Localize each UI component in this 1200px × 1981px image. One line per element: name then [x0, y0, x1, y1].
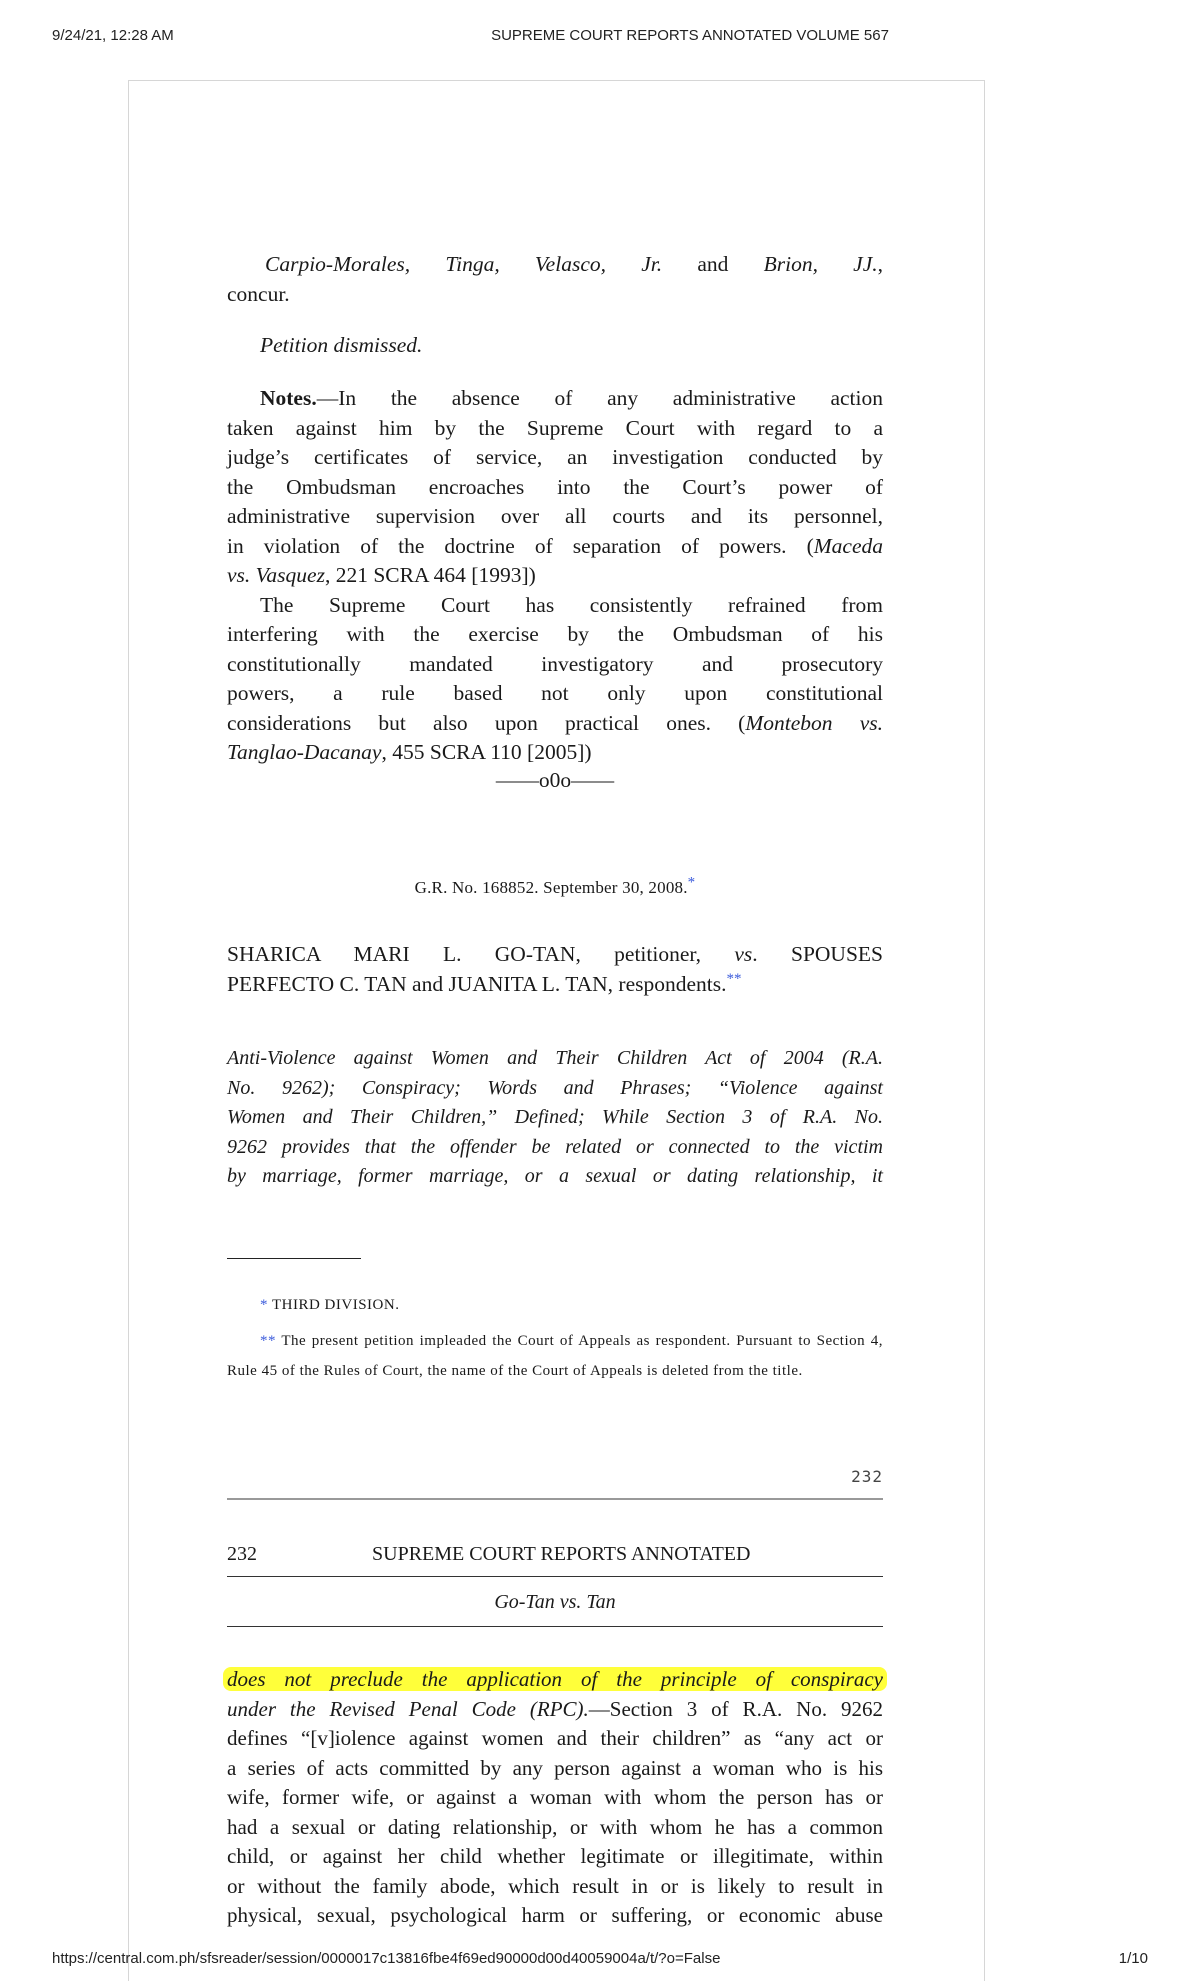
- parties-text: SHARICA MARI L. GO-TAN, petitioner,: [227, 942, 735, 966]
- running-head: [227, 1540, 883, 1577]
- notes-line: [227, 738, 883, 768]
- footnote-link-1[interactable]: *: [687, 874, 696, 891]
- body-line: or without the family abode, which result in or is likely to result in: [227, 1873, 883, 1898]
- syllabus-line: Women and Their Children,” Defined; While Section 3 of R.A. No.: [227, 1106, 883, 1128]
- notes-line: constitutionally mandated investigatory and prosecutory: [227, 651, 883, 676]
- notes-line: [227, 561, 883, 591]
- concurring-justices: Carpio-Morales, Tinga, Velasco, Jr.: [265, 252, 663, 276]
- notes-line: administrative supervision over all courts and its personnel,: [227, 504, 883, 528]
- page-number: 232: [227, 1462, 883, 1500]
- footnote-text: The present petition impleaded the Court of Appeals as respondent. Pursuant to Section 4, Rule 45 of the Rules of Court, the name of the Court of Appeals is deleted from the title.: [227, 1333, 883, 1379]
- gr-number: [227, 873, 883, 903]
- print-datetime: 9/24/21, 12:28 AM: [52, 27, 174, 44]
- print-page-count: 1/10: [1118, 1950, 1148, 1967]
- body-line: [227, 1695, 883, 1725]
- footnote-text: THIRD DIVISION.: [268, 1297, 400, 1313]
- print-header: [0, 27, 1200, 57]
- concur-comma: ,: [877, 252, 883, 276]
- notes-line: interfering with the exercise by the Ombudsman of his: [227, 622, 883, 646]
- case-citation: Tanglao-Dacanay: [227, 740, 382, 764]
- concur-word: concur.: [227, 281, 290, 306]
- footnote-rule: [227, 1258, 361, 1259]
- notes-section: [227, 384, 883, 768]
- body-line: had a sexual or dating relationship, or with whom he has a common: [227, 1814, 883, 1839]
- case-citation: vs. Vasquez: [227, 563, 325, 587]
- footnote-2: [227, 1326, 883, 1386]
- running-head-page: 232: [227, 1543, 257, 1565]
- body-line: wife, former wife, or against a woman with whom the person has or: [227, 1785, 883, 1809]
- notes-text: in violation of the doctrine of separation of powers. (: [227, 533, 814, 558]
- body-line: defines “[v]iolence against women and their children” as “any act or: [227, 1726, 883, 1750]
- parties-text: PERFECTO C. TAN and JUANITA L. TAN, respondents.: [227, 971, 727, 996]
- footnote-link-2[interactable]: **: [726, 970, 742, 987]
- case-short-title: Go-Tan vs. Tan: [227, 1588, 883, 1627]
- syllabus-line: Anti-Violence against Women and Their Children Act of 2004 (R.A.: [227, 1047, 883, 1069]
- syllabus-line: No. 9262); Conspiracy; Words and Phrases; “Violence against: [227, 1076, 883, 1099]
- syllabus-line: by marriage, former marriage, or a sexual or dating relationship, it: [227, 1165, 883, 1187]
- notes-text: considerations but also upon practical ones. (: [227, 710, 746, 735]
- case-citation: Montebon vs.: [745, 710, 883, 735]
- notes-line: [227, 384, 883, 414]
- syllabus-line: 9262 provides that the offender be related or connected to the victim: [227, 1135, 883, 1158]
- notes-label: Notes.: [260, 386, 317, 410]
- body-text: [227, 1665, 883, 1931]
- gr-number-text: G.R. No. 168852. September 30, 2008.: [414, 878, 688, 897]
- footnote-1: [227, 1290, 883, 1320]
- notes-line: powers, a rule based not only upon constitutional: [227, 681, 883, 705]
- body-line: child, or against her child whether legitimate or illegitimate, within: [227, 1844, 883, 1868]
- notes-line: [227, 709, 883, 739]
- print-url[interactable]: https://central.com.ph/sfsreader/session/0000017c13816fbe4f69ed90000d00d40059004a/t/?o=False: [52, 1950, 721, 1967]
- notes-line: The Supreme Court has consistently refrained from: [260, 592, 883, 617]
- citation-reference: , 221 SCRA 464 [1993]): [324, 563, 536, 587]
- syllabus: [227, 1044, 883, 1192]
- body-line: [227, 1665, 883, 1695]
- parties-line: [227, 970, 883, 1000]
- footnote-marker[interactable]: *: [260, 1297, 268, 1313]
- notes-text: —In the absence of any administrative action: [316, 386, 883, 410]
- case-parties: [227, 940, 883, 999]
- disposition: Petition dismissed.: [260, 333, 423, 357]
- concur-and: and: [662, 252, 764, 276]
- running-head-title: SUPREME COURT REPORTS ANNOTATED: [372, 1543, 751, 1565]
- concur-paragraph: [227, 250, 883, 309]
- footnotes: [227, 1290, 883, 1386]
- versus: vs: [734, 942, 753, 966]
- parties-text: . SPOUSES: [752, 942, 883, 966]
- body-text-span: —Section 3 of R.A. No. 9262: [588, 1696, 884, 1721]
- case-citation: Maceda: [813, 533, 883, 558]
- parties-line: [227, 940, 883, 970]
- concurring-justice-last: Brion, JJ.: [763, 252, 878, 276]
- notes-line: taken against him by the Supreme Court with regard to a: [227, 415, 883, 440]
- print-title: SUPREME COURT REPORTS ANNOTATED VOLUME 567: [491, 27, 889, 44]
- citation-reference: , 455 SCRA 110 [2005]): [381, 740, 592, 764]
- body-italic: under the Revised Penal Code (RPC).: [227, 1696, 589, 1721]
- highlighted-text: does not preclude the application of the principle of conspiracy: [223, 1667, 887, 1691]
- notes-line: the Ombudsman encroaches into the Court’s power of: [227, 474, 883, 499]
- section-separator: ——o0o——: [495, 768, 615, 792]
- footnote-marker[interactable]: **: [260, 1333, 276, 1349]
- notes-line: [227, 532, 883, 562]
- body-line: physical, sexual, psychological harm or suffering, or economic abuse: [227, 1903, 883, 1927]
- body-line: a series of acts committed by any person against a woman who is his: [227, 1755, 883, 1780]
- notes-line: judge’s certificates of service, an investigation conducted by: [227, 445, 883, 469]
